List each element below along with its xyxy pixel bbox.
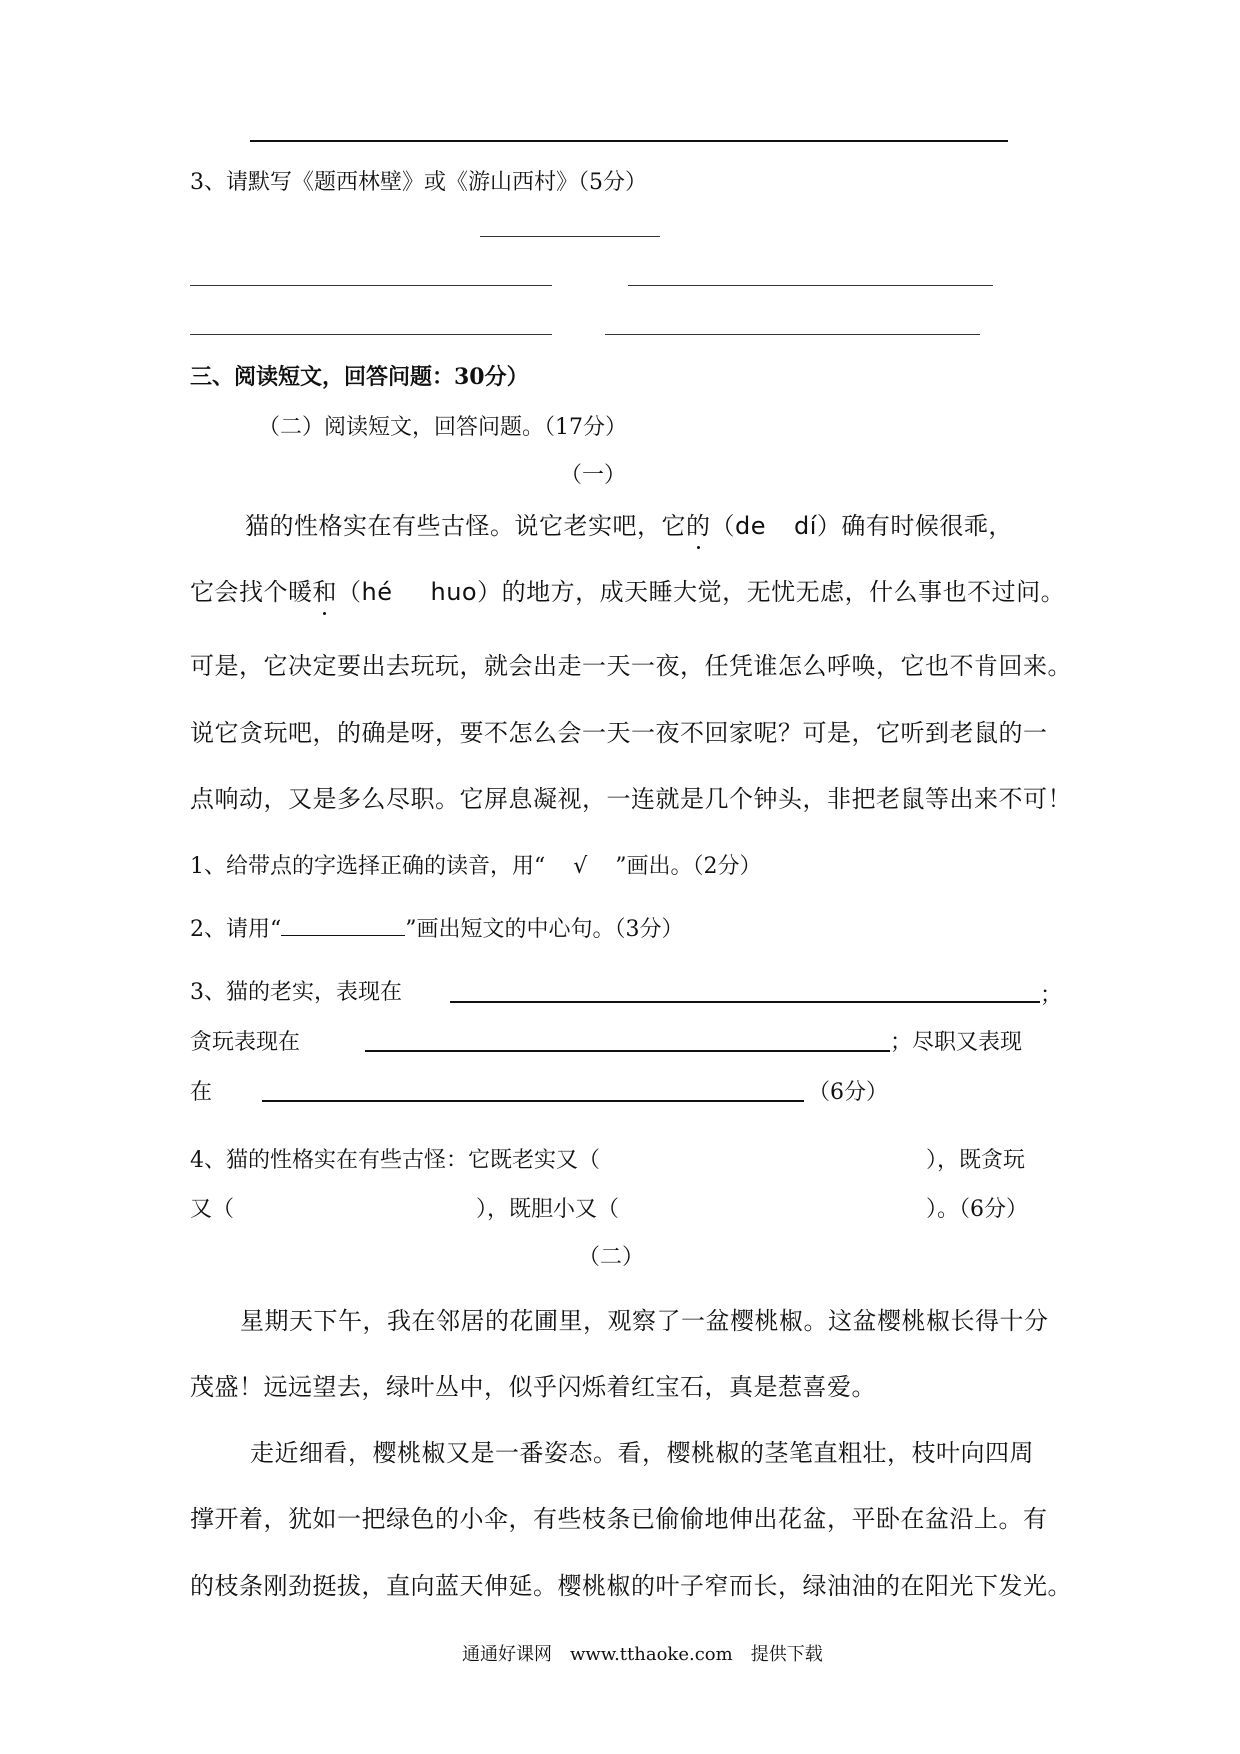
part-1-label: （一） <box>560 463 627 488</box>
q3-semicolon: ； <box>1040 983 1063 1008</box>
question-3-score: （6分） <box>808 1080 888 1105</box>
question-3d-label: 在 <box>190 1080 213 1105</box>
passage-1-line-4: 说它贪玩吧，的确是呀，要不怎么会一天一夜不回家呢？可是，它听到老鼠的一 <box>190 719 1048 747</box>
poem-line-blank-4 <box>605 334 980 335</box>
passage-1-line-2: 它会找个暖和（hé huo）的地方，成天睡大觉，无忧无虑，什么事也不过问。 <box>190 572 1065 607</box>
question-4-line-2a: 又（ <box>190 1197 235 1222</box>
q3-answer-line-2 <box>365 1050 890 1052</box>
passage-2-line-1: 星期天下午，我在邻居的花圃里，观察了一盆樱桃椒。这盆樱桃椒长得十分 <box>240 1307 1049 1335</box>
poem-line-blank-2 <box>628 285 993 286</box>
check-mark: √ <box>573 854 588 879</box>
underline-sample <box>281 915 405 936</box>
question-1: 1、给带点的字选择正确的读音，用“ √ ”画出。（2分） <box>190 854 762 879</box>
question-3c-label: ；尽职又表现 <box>890 1030 1023 1055</box>
passage-2-line-5: 的枝条刚劲挺拔，直向蓝天伸延。樱桃椒的叶子窄而长，绿油油的在阳光下发光。 <box>190 1572 1072 1600</box>
question-2: 2、请用“ ”画出短文的中心句。（3分） <box>190 917 684 942</box>
question-3a-label: 3、猫的老实，表现在 <box>190 980 402 1005</box>
question-4-line-1b: ），既贪玩 <box>926 1148 1026 1173</box>
passage-1-line-3: 可是，它决定要出去玩玩，就会出走一天一夜，任凭谁怎么呼唤，它也不肯回来。 <box>190 652 1072 680</box>
q3-answer-line-3 <box>262 1100 804 1102</box>
subsection-heading: （二）阅读短文，回答问题。（17分） <box>258 415 627 440</box>
q3-answer-line-1 <box>450 1001 1040 1003</box>
section-3-heading: 三、阅读短文，回答问题：30分） <box>190 364 529 390</box>
poem-title-blank <box>480 236 660 237</box>
passage-2-line-4: 撑开着，犹如一把绿色的小伞，有些枝条已偷偷地伸出花盆，平卧在盆沿上。有 <box>190 1505 1048 1533</box>
passage-1-line-1: 猫的性格实在有些古怪。说它老实吧，它的（de dí）确有时候很乖， <box>245 506 1013 541</box>
poem-line-blank-1 <box>190 285 552 286</box>
question-3b-label: 贪玩表现在 <box>190 1030 301 1055</box>
question-4-line-2b: ），既胆小又（ <box>476 1197 620 1222</box>
question-4-line-1a: 4、猫的性格实在有些古怪：它既老实又（ <box>190 1148 600 1173</box>
dotted-char-de: 的 <box>686 506 711 541</box>
question-4-line-2c: ）。（6分） <box>926 1197 1028 1222</box>
dotted-char-he: 和 <box>313 572 338 607</box>
part-2-label: （二） <box>578 1245 645 1270</box>
question-3-title: 3、请默写《题西林壁》或《游山西村》（5分） <box>190 170 647 195</box>
poem-line-blank-3 <box>190 334 552 335</box>
answer-line-top <box>250 140 1008 142</box>
passage-1-line-5: 点响动，又是多么尽职。它屏息凝视，一连就是几个钟头，非把老鼠等出来不可！ <box>190 785 1072 813</box>
passage-2-line-3: 走近细看，樱桃椒又是一番姿态。看，樱桃椒的茎笔直粗壮，枝叶向四周 <box>250 1439 1034 1467</box>
footer-credit: 通通好课网 www.tthaoke.com 提供下载 <box>462 1644 823 1665</box>
passage-2-line-2: 茂盛！远远望去，绿叶丛中，似乎闪烁着红宝石，真是惹喜爱。 <box>190 1373 876 1401</box>
